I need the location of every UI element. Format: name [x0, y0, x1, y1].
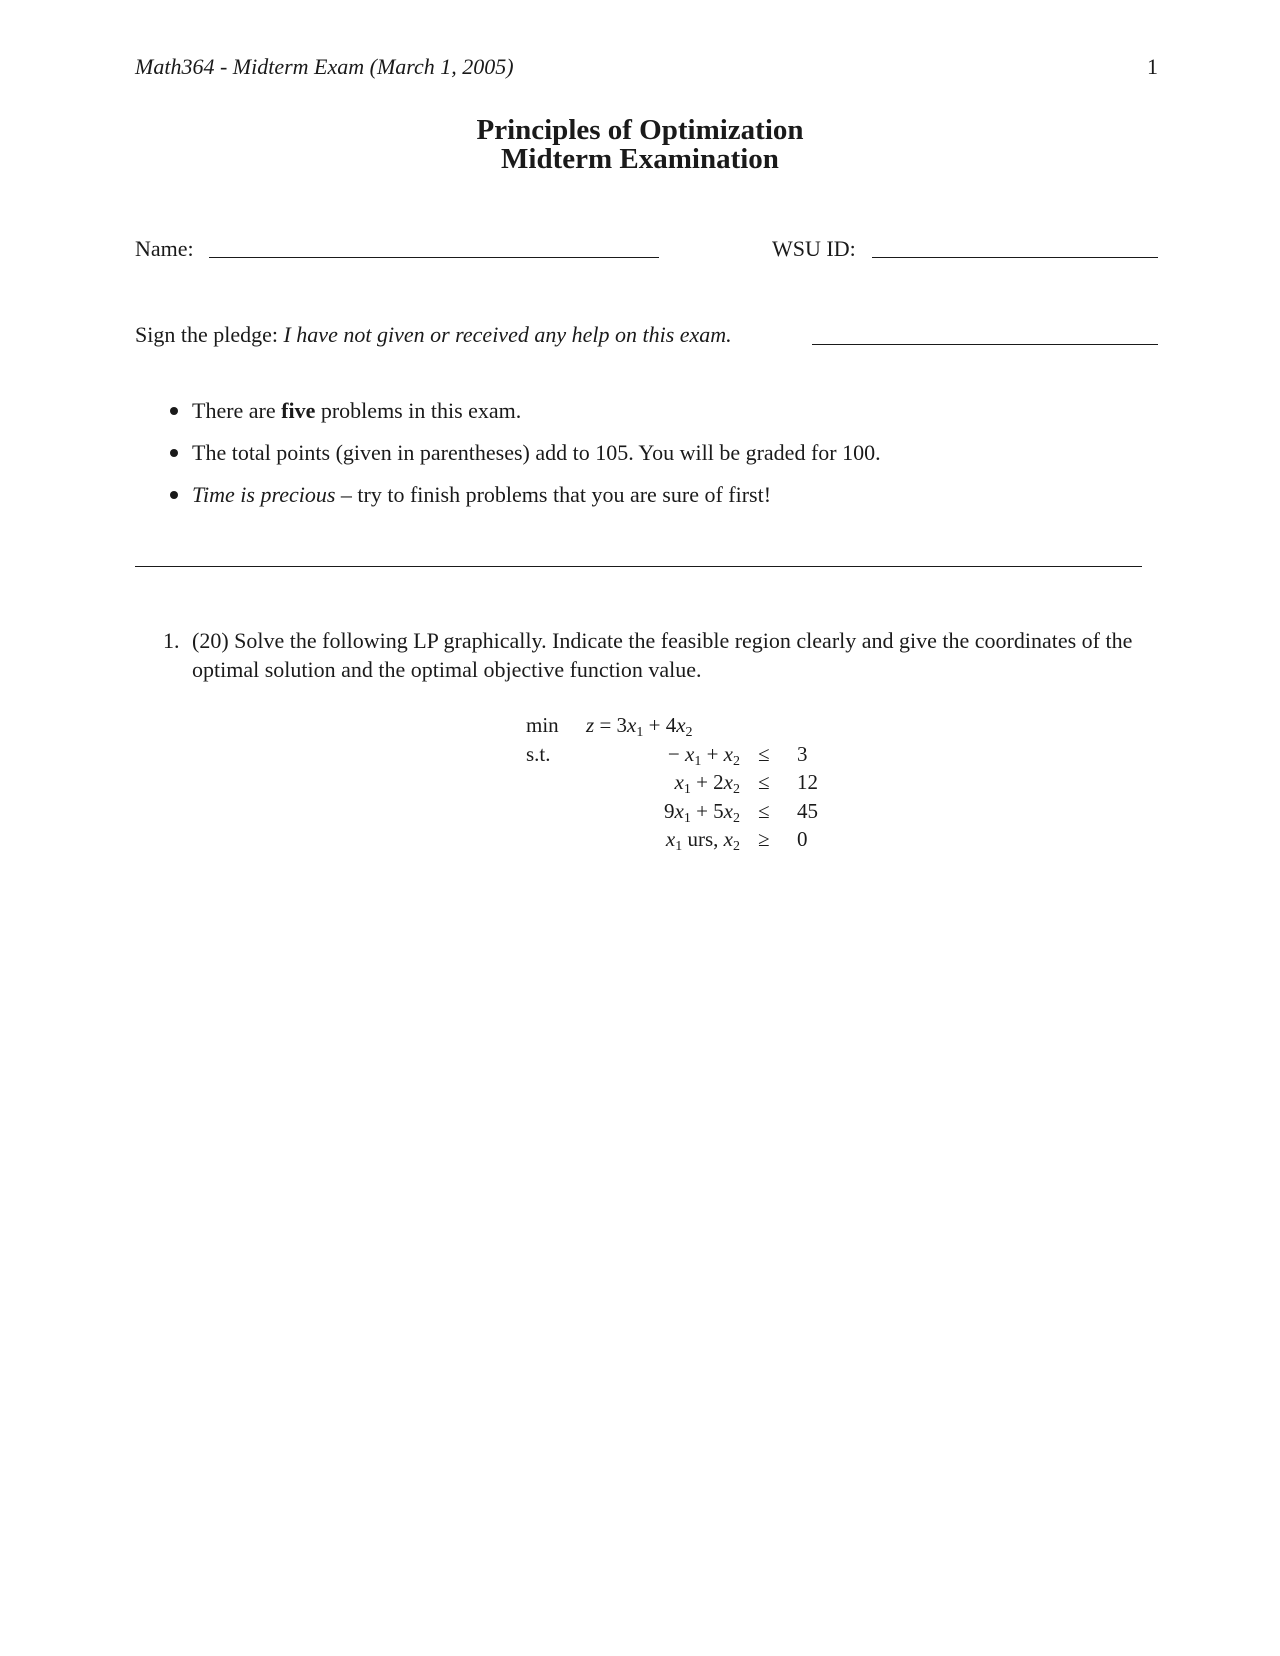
- lp-constraint-lhs-3: $9x_1 + 5x_2$: [664, 799, 740, 826]
- lp-constraint-lhs-1: − $x_1 + x_2$: [667, 742, 740, 769]
- pledge-statement: I have not given or received any help on this exam.: [283, 322, 732, 347]
- lp-constraint-op-1: ≤: [758, 742, 770, 766]
- lp-constraint-lhs-4: $x_1$ urs, $x_2$: [665, 827, 740, 854]
- title-line-1: Principles of Optimization: [476, 114, 804, 146]
- exam-title: [0, 116, 1280, 174]
- section-divider: [135, 566, 1142, 567]
- lp-constraint-lhs-2: $x_1 + 2x_2$: [674, 770, 740, 797]
- problem-statement: (20) Solve the following LP graphically. Indicate the feasible region clearly and give the coordinates of the optimal solution and the optimal objective function value.: [192, 628, 1133, 682]
- title-line-2: Midterm Examination: [501, 143, 779, 175]
- lp-constraint-op-2: ≤: [758, 770, 770, 794]
- bullet-icon: [170, 407, 178, 415]
- bullet-icon: [170, 449, 178, 457]
- list-item: The total points (given in parentheses) add to 105. You will be graded for 100.: [168, 440, 881, 482]
- exam-header: Math364 - Midterm Exam (March 1, 2005): [135, 54, 514, 79]
- wsu-id-label: WSU ID:: [772, 236, 856, 261]
- problem-number: 1.: [163, 628, 180, 653]
- lp-constraint-rhs-2: 12: [797, 770, 818, 794]
- lp-constraint-op-3: ≤: [758, 799, 770, 823]
- name-label: Name:: [135, 236, 194, 261]
- page-number: 1: [1147, 54, 1158, 79]
- problem-1: [163, 626, 1158, 684]
- wsu-id-field-line[interactable]: [872, 257, 1158, 258]
- instructions-list: [168, 398, 881, 524]
- name-field-line[interactable]: [209, 257, 659, 258]
- pledge-prefix: Sign the pledge:: [135, 322, 278, 347]
- lp-constraint-rhs-3: 45: [797, 799, 818, 823]
- lp-objective: $z = 3x_1 + 4x_2$: [586, 713, 693, 740]
- pledge-signature-line[interactable]: [812, 344, 1158, 345]
- problem-count: five: [281, 398, 316, 423]
- lp-constraint-op-4: ≥: [758, 827, 770, 851]
- lp-constraint-rhs-4: 0: [797, 827, 808, 851]
- pledge-text: [135, 322, 732, 348]
- lp-constraint-rhs-1: 3: [797, 742, 808, 766]
- list-item: Time is precious – try to finish problems that you are sure of first!: [168, 482, 881, 524]
- lp-st-label: s.t.: [526, 742, 551, 766]
- list-item: There are five problems in this exam.: [168, 398, 881, 440]
- lp-min-label: min: [526, 713, 559, 737]
- bullet-icon: [170, 491, 178, 499]
